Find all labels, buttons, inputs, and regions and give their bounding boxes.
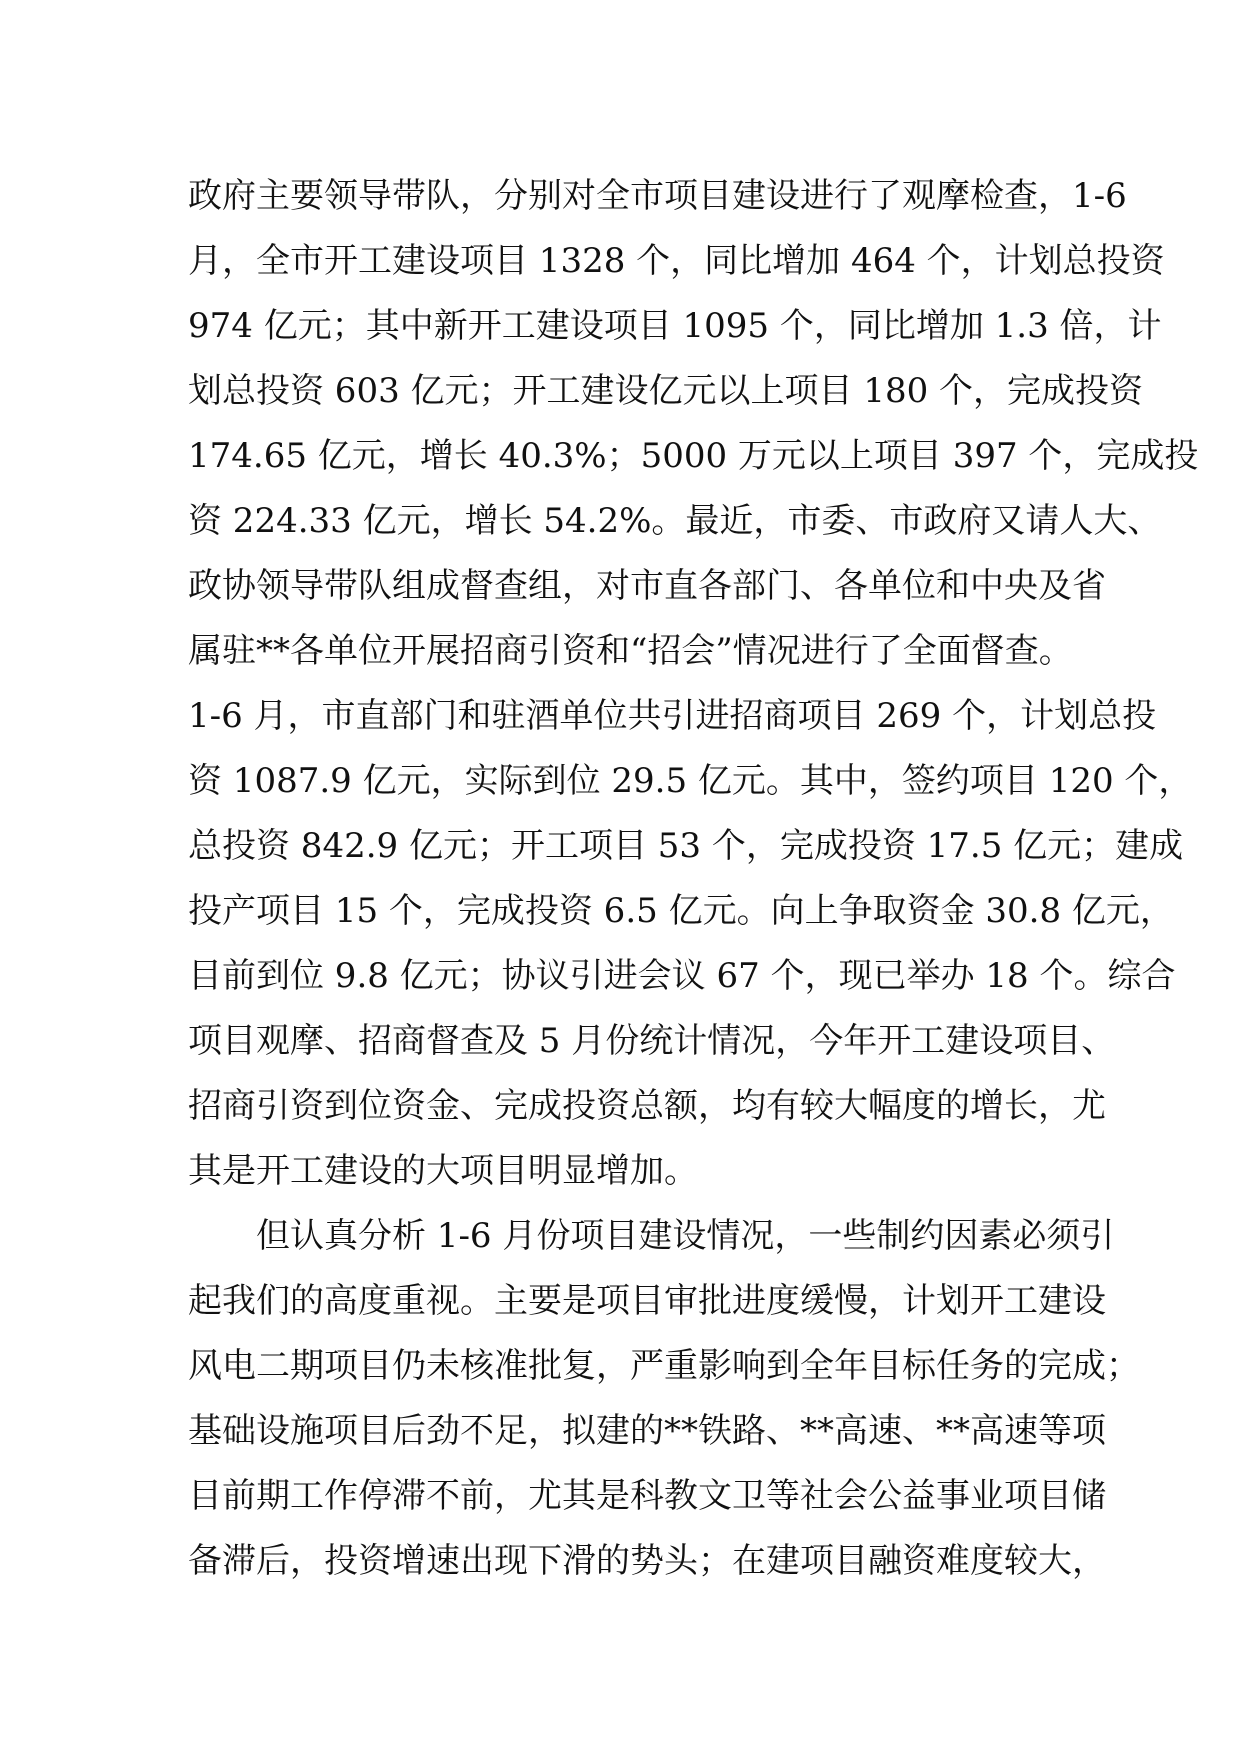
text-line: 资 1087.9 亿元，实际到位 29.5 亿元。其中，签约项目 120 个， [188,761,1193,801]
text-line: 174.65 亿元，增长 40.3%；5000 万元以上项目 397 个，完成投 [188,436,1199,476]
text-line: 总投资 842.9 亿元；开工项目 53 个，完成投资 17.5 亿元；建成 [188,826,1184,866]
text-line: 资 224.33 亿元，增长 54.2%。最近，市委、市政府又请人大、 [188,501,1162,541]
text-line: 目前期工作停滞不前，尤其是科教文卫等社会公益事业项目储 [188,1476,1106,1516]
text-line: 政府主要领导带队，分别对全市项目建设进行了观摩检查，1-6 [188,176,1127,216]
text-line: 目前到位 9.8 亿元；协议引进会议 67 个，现已举办 18 个。综合 [188,956,1176,996]
text-line: 属驻**各单位开展招商引资和“招会”情况进行了全面督查。 [188,631,1073,671]
text-line: 招商引资到位资金、完成投资总额，均有较大幅度的增长，尤 [188,1086,1106,1126]
text-line: 起我们的高度重视。主要是项目审批进度缓慢，计划开工建设 [188,1281,1106,1321]
text-line: 风电二期项目仍未核准批复，严重影响到全年目标任务的完成； [188,1346,1140,1386]
text-line: 备滞后，投资增速出现下滑的势头；在建项目融资难度较大， [188,1541,1106,1581]
paragraph-first-line: 但认真分析 1-6 月份项目建设情况，一些制约因素必须引 [256,1216,1115,1256]
text-line: 划总投资 603 亿元；开工建设亿元以上项目 180 个，完成投资 [188,371,1144,411]
text-line: 政协领导带队组成督查组，对市直各部门、各单位和中央及省 [188,566,1106,606]
text-line: 月，全市开工建设项目 1328 个，同比增加 464 个，计划总投资 [188,241,1165,281]
text-line: 1-6 月，市直部门和驻酒单位共引进招商项目 269 个，计划总投 [188,696,1157,736]
text-line: 基础设施项目后劲不足，拟建的**铁路、**高速、**高速等项 [188,1411,1106,1451]
body-text [188,164,1199,1594]
text-line: 其是开工建设的大项目明显增加。 [188,1151,698,1191]
text-line: 投产项目 15 个，完成投资 6.5 亿元。向上争取资金 30.8 亿元， [188,891,1174,931]
text-line: 项目观摩、招商督查及 5 月份统计情况，今年开工建设项目、 [188,1021,1116,1061]
text-line: 974 亿元；其中新开工建设项目 1095 个，同比增加 1.3 倍，计 [188,306,1162,346]
